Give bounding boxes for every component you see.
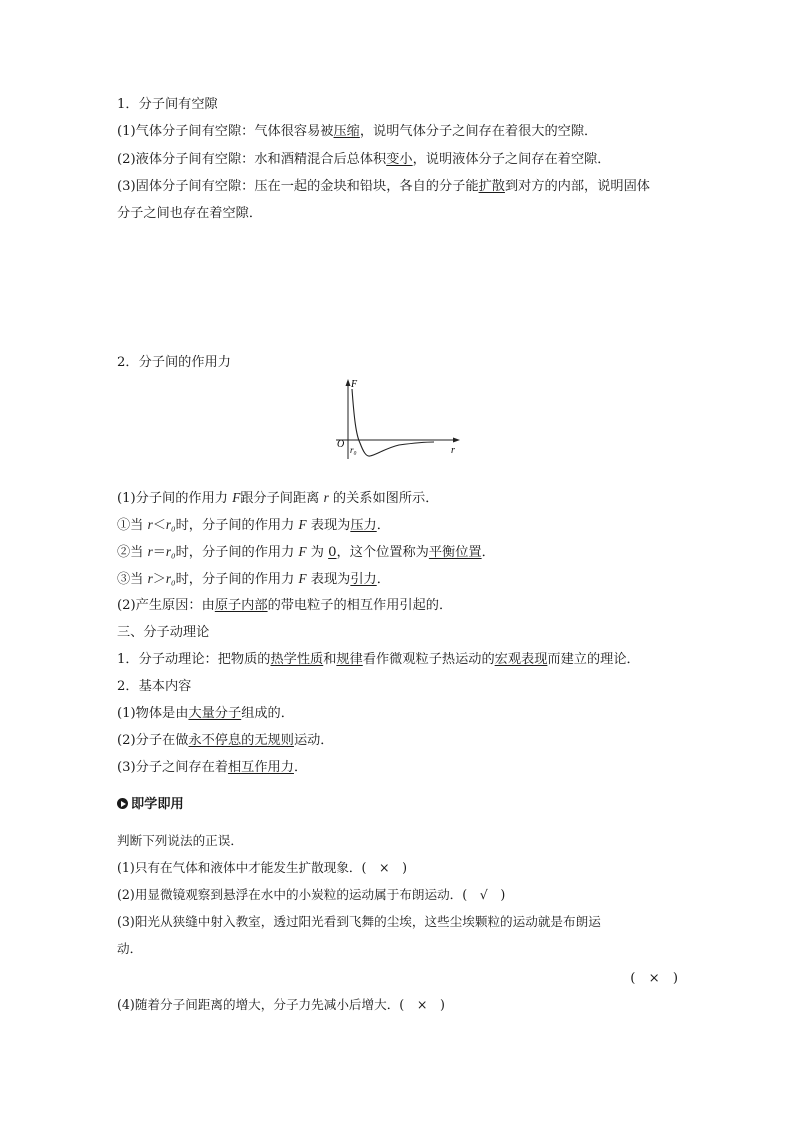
practice-header: 即学即用 (117, 796, 184, 814)
liquid-gap-line: (2)液体分子间有空隙：水和酒精混合后总体积变小，说明液体分子之间存在着空隙． (117, 152, 611, 167)
force-attractive-line: ③当 r＞r₀时，分子间的作用力 F 表现为引力． (117, 571, 390, 587)
origin-label: O (337, 439, 345, 450)
practice-intro: 判断下列说法的正误． (117, 833, 243, 848)
question-1: (1)只有在气体和液体中才能发生扩散现象．( × ) (117, 860, 408, 875)
content-item-1: (1)物体是由大量分子组成的． (117, 706, 294, 721)
kinetic-theory-line: 1．分子动理论：把物质的热学性质和规律看作微观粒子热运动的宏观表现而建立的理论． (117, 652, 640, 667)
content-item-3: (3)分子之间存在着相互作用力． (117, 760, 308, 775)
force-curve (352, 389, 434, 456)
y-axis-label: F (351, 379, 358, 390)
force-equilibrium-line: ②当 r＝r₀时，分子间的作用力 F 为 0，这个位置称为平衡位置． (117, 544, 495, 560)
gas-gap-line: (1)气体分子间有空隙：气体很容易被压缩，说明气体分子之间存在着很大的空隙． (117, 124, 598, 139)
section-3-title: 三、分子动理论 (117, 625, 210, 640)
question-4: (4)随着分子间距离的增大，分子力先减小后增大．( × ) (117, 997, 445, 1012)
solid-gap-line-2: 分子之间也存在着空隙． (117, 206, 263, 221)
solid-gap-line: (3)固体分子间有空隙：压在一起的金块和铅块，各自的分子能扩散到对方的内部，说明固体 (117, 179, 650, 194)
question-2: (2)用显微镜观察到悬浮在水中的小炭粒的运动属于布朗运动．( √ ) (117, 887, 506, 902)
x-axis-arrow (453, 438, 460, 443)
question-3-answer: ( × ) (630, 971, 678, 986)
force-cause-line: (2)产生原因：由原子内部的带电粒子的相互作用引起的． (117, 598, 453, 613)
play-circle-icon (117, 798, 128, 809)
basic-content-title: 2．基本内容 (117, 679, 192, 694)
force-repulsive-line: ①当 r＜r₀时，分子间的作用力 F 表现为压力． (117, 517, 390, 533)
section-1-title: 1．分子间有空隙 (117, 97, 218, 112)
question-3-cont: 动． (117, 941, 143, 956)
force-distance-graph (334, 377, 464, 459)
force-relation-line: (1)分子间的作用力 F跟分子间距离 r 的关系如图所示． (117, 490, 439, 506)
x-axis-label: r (451, 445, 455, 456)
content-item-2: (2)分子在做永不停息的无规则运动． (117, 733, 334, 748)
r0-label: r₀ (350, 445, 357, 455)
section-2-title: 2．分子间的作用力 (117, 355, 231, 370)
question-3: (3)阳光从狭缝中射入教室，透过阳光看到飞舞的尘埃，这些尘埃颗粒的运动就是布朗运 (117, 914, 601, 929)
y-axis-arrow (346, 379, 351, 386)
